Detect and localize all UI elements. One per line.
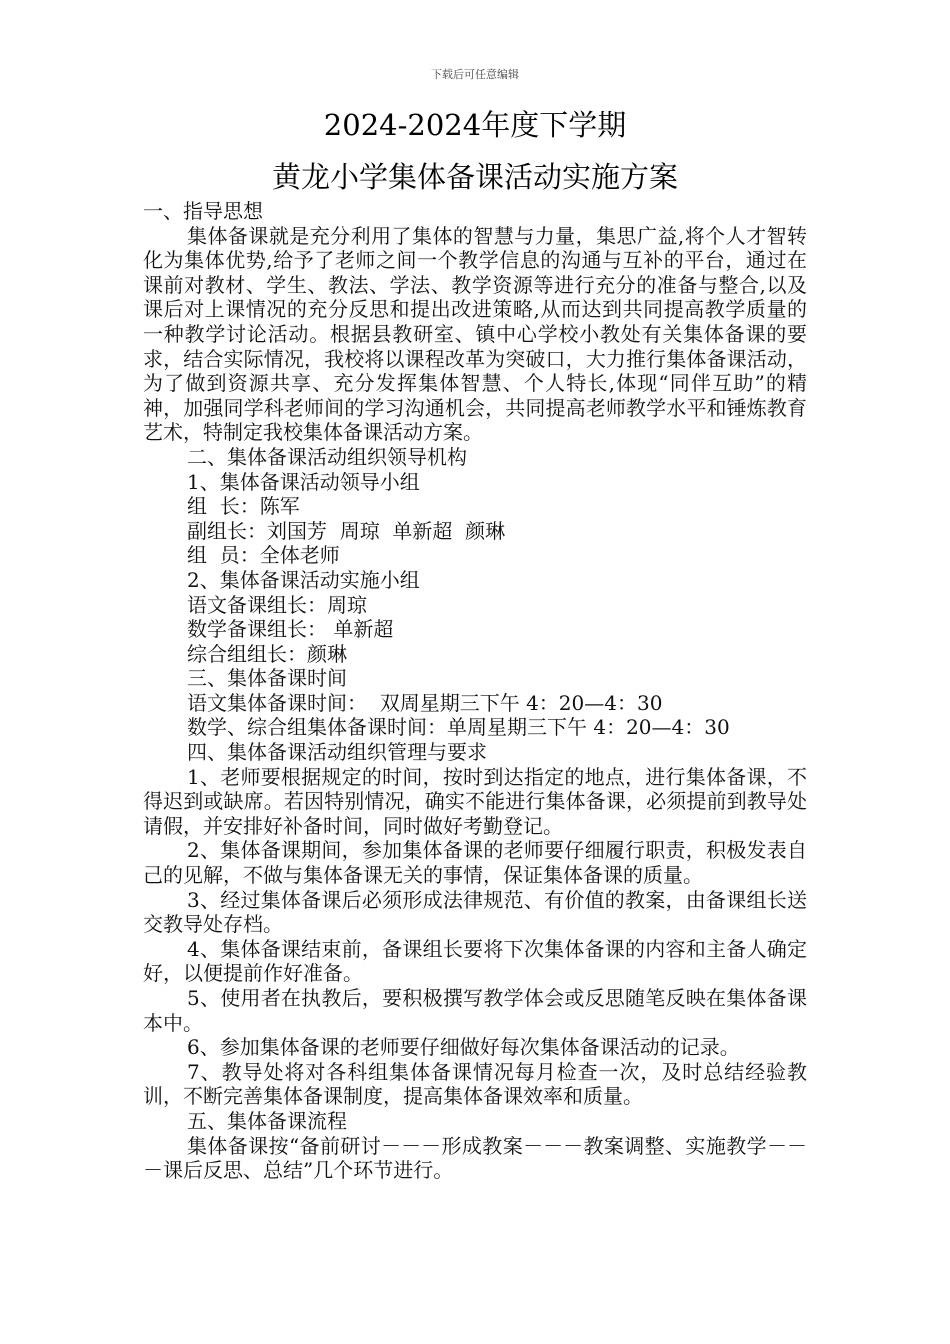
section4-item: 5、使用者在执教后，要积极撰写教学体会或反思随笔反映在集体备课本中。 [143,986,807,1035]
math-leader-line: 数学备课组长： 单新超 [187,617,394,642]
document-title-line1: 2024-2024年度下学期 [323,108,627,142]
section5-paragraph: 集体备课按“备前研讨－－－形成教案－－－教案调整、实施教学－－－课后反思、总结”几个环节进行。 [143,1133,807,1183]
chinese-leader-line: 语文备课组长：周琼 [187,592,367,617]
vice-leaders-line: 副组长：刘国芳 周琼 单新超 颜琳 [187,518,506,543]
section4-item: 7、教导处将对各科组集体备课情况每月检查一次，及时总结经验教训，不断完善集体备课制度，提高集体备课效率和质量。 [143,1059,807,1109]
section4-item: 3、经过集体备课后必须形成法律规范、有价值的教案，由备课组长送交教导处存档。 [143,887,807,937]
math-time-line: 数学、综合组集体备课时间：单周星期三下午 4：20—4：30 [187,715,730,740]
section2-sub2: 2、集体备课活动实施小组 [187,567,420,592]
section4-item: 4、集体备课结束前，备课组长要将下次集体备课的内容和主备人确定好，以便提前作好准备。 [143,936,807,986]
leader-line: 组 长：陈军 [187,494,300,519]
section5-heading: 五、集体备课流程 [187,1108,347,1133]
section4-item: 2、集体备课期间，参加集体备课的老师要仔细履行职责，积极发表自己的见解，不做与集体备课无关的事情，保证集体备课的质量。 [143,838,807,888]
section4-heading: 四、集体备课活动组织管理与要求 [187,740,487,765]
section1-paragraph: 集体备课就是充分利用了集体的智慧与力量，集思广益,将个人才智转化为集体优势,给予了老师之间一个教学信息的沟通与互补的平台，通过在课前对教材、学生、教法、学法、教学资源等进行充分的准备与整合,以及课后对上课情况的充分反思和提出改进策略,从而达到共同提高教学质量的一种教学讨论活动。根据县教研室、镇中心学校小教处有关集体备课的要求，结合实际情况，我校将以课程改革为突破口，大力推行集体备课活动，为了做到资源共享、充分发挥集体智慧、个人特长,体现“同伴互助”的精神，加强同学科老师间的学习沟通机会，共同提高老师教学水平和锤炼教育艺术，特制定我校集体备课活动方案。 [143,223,807,445]
section2-sub1: 1、集体备课活动领导小组 [187,469,420,494]
document-title-line2: 黄龙小学集体备课活动实施方案 [271,160,678,194]
section3-heading: 三、集体备课时间 [187,666,347,691]
header-note: 下载后可任意编辑 [431,68,519,81]
document-body [143,199,807,1183]
members-line: 组 员：全体老师 [187,543,340,568]
section1-heading: 一、指导思想 [143,199,263,223]
chinese-time-line: 语文集体备课时间： 双周星期三下午 4：20—4：30 [187,690,663,715]
section2-heading: 二、集体备课活动组织领导机构 [187,444,467,469]
section4-item: 1、老师要根据规定的时间，按时到达指定的地点，进行集体备课，不得迟到或缺席。若因特别情况，确实不能进行集体备课，必须提前到教导处请假，并安排好补备时间，同时做好考勤登记。 [143,764,807,838]
section4-item: 6、参加集体备课的老师要仔细做好每次集体备课活动的记录。 [187,1035,740,1060]
general-leader-line: 综合组组长：颜琳 [187,641,347,666]
